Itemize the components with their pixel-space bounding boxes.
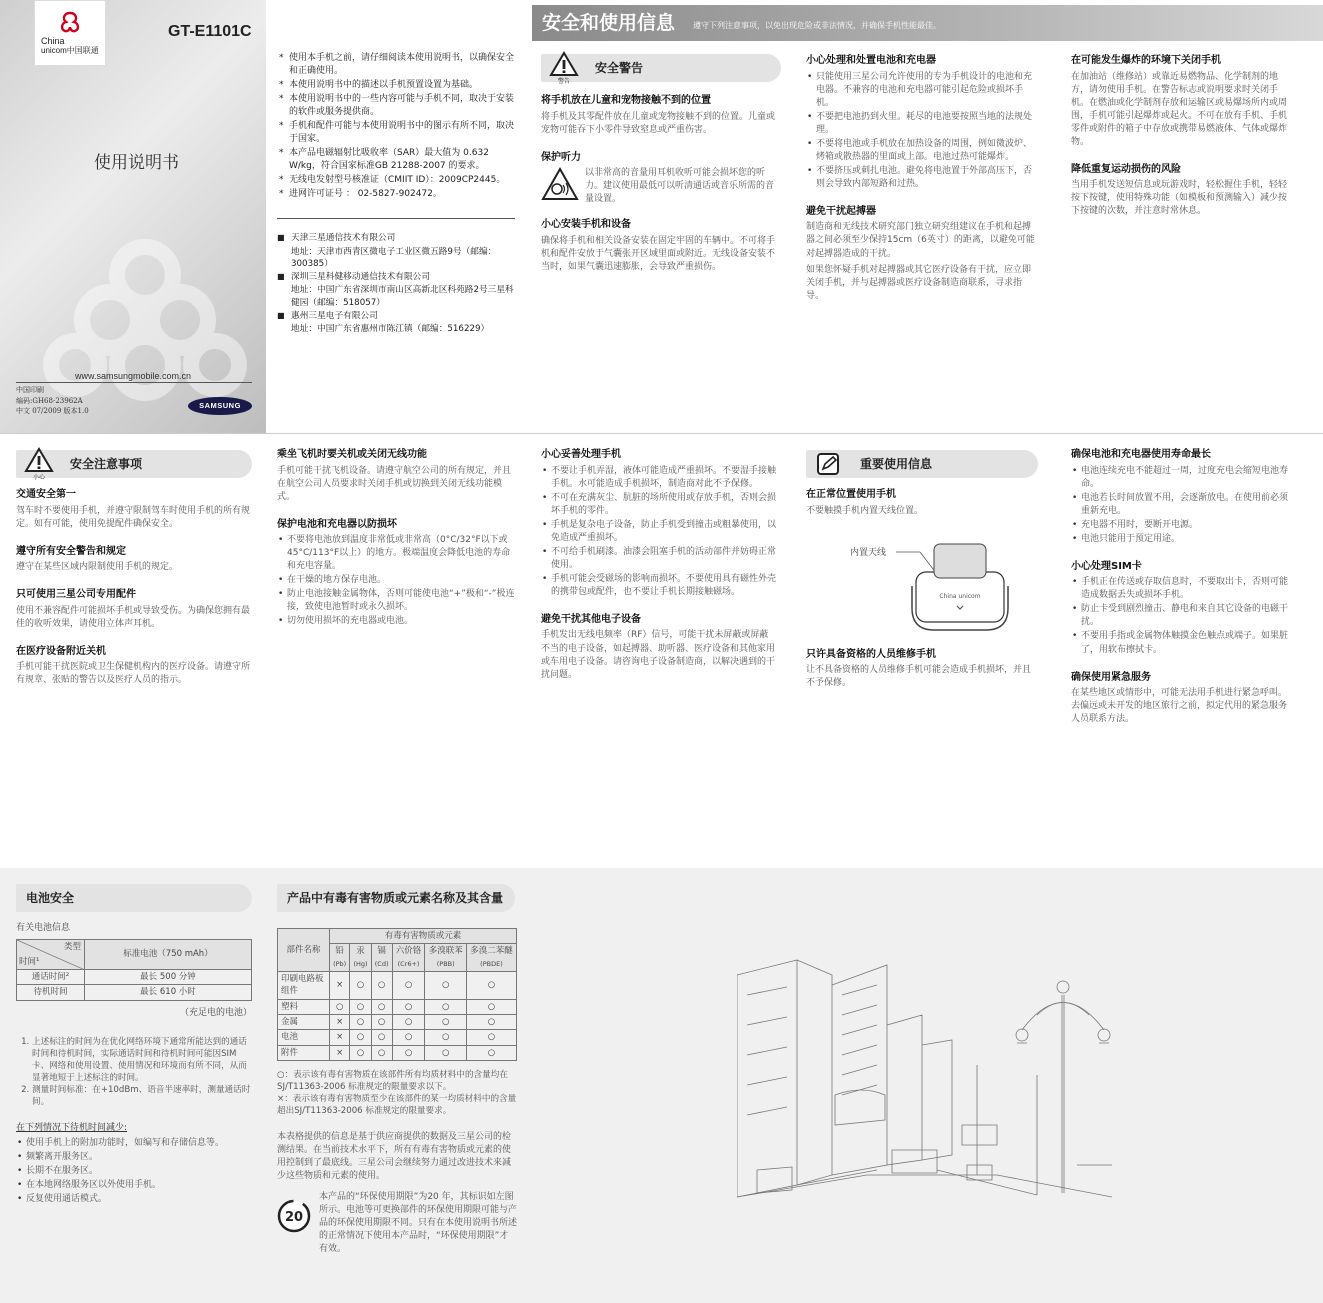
section-body: 使用不兼容配件可能损坏手机或导致受伤。为确保您拥有最佳的收听效果，请使用立体声耳机。 bbox=[16, 605, 251, 629]
table-row bbox=[278, 971, 517, 999]
standby-reduce-title: 在下列情况下待机时间减少: bbox=[16, 1122, 128, 1133]
substance-mark: ○ bbox=[466, 1014, 516, 1029]
section-label: 安全警告 bbox=[595, 61, 644, 75]
substance-mark: ○ bbox=[466, 971, 516, 999]
row-label: 通话时间² bbox=[17, 970, 85, 985]
intro-list bbox=[277, 52, 517, 203]
divider bbox=[277, 218, 515, 219]
china-unicom-logo bbox=[34, 0, 106, 66]
company-name: ■ 天津三星通信技术有限公司 bbox=[277, 232, 517, 245]
table-row bbox=[278, 1014, 517, 1029]
divider bbox=[16, 382, 252, 383]
table-header-row bbox=[17, 940, 252, 970]
section-label: 产品中有毒有害物质或元素名称及其含量 bbox=[287, 891, 504, 905]
warning-column bbox=[541, 84, 781, 274]
substance-mark: ○ bbox=[466, 999, 516, 1014]
battery-life-column bbox=[1071, 438, 1293, 726]
section-body: 确保将手机和相关设备安装在固定牢固的车辆中。不可将手机和配件安放于气囊张开区域里面或附近。无线设备安装不当时，如果气囊迅速膨胀，会导致严重损伤。 bbox=[541, 235, 776, 272]
bullet-list bbox=[1071, 576, 1293, 656]
section-heading: 小心安装手机和设备 bbox=[541, 219, 631, 231]
list-item: • 不要把电池扔到火里。耗尽的电池要按照当地的法规处理。 bbox=[806, 111, 1038, 137]
row-value: 最长 500 分钟 bbox=[85, 970, 252, 985]
row-label: 待机时间 bbox=[17, 985, 85, 1000]
substance-header: 汞 (Hg) bbox=[350, 944, 371, 972]
eco-period-block bbox=[277, 1191, 517, 1256]
column-header: 部件名称 bbox=[278, 929, 330, 972]
section-body: 制造商和无线技术研究部门独立研究组建议在手机和起搏器之间必须至少保持15cm（6英寸）的距离，以避免可能对起搏器造成的干扰。 bbox=[806, 222, 1035, 259]
precautions-column bbox=[16, 478, 252, 687]
battery-column bbox=[16, 922, 252, 1207]
list-item: • 防止电池接触金属物体，否则可能使电池“+”极和“-”极连接，致使电池暂时或永久损坏。 bbox=[277, 588, 515, 614]
company-list bbox=[277, 232, 517, 336]
legend-o: ○：表示该有毒有害物质在该部件所有均质材料中的含量均在 SJ/T11363-2006 标准规定的限量要求以下。 bbox=[277, 1069, 508, 1092]
section-body: 将手机及其零配件放在儿童或宠物接触不到的位置。儿童或宠物可能吞下小零件导致窒息或严重伤害。 bbox=[541, 111, 776, 135]
intro-item: * 本使用说明书中的描述以手机预置设置为基础。 bbox=[277, 79, 517, 92]
table-row bbox=[278, 999, 517, 1014]
battery-table bbox=[16, 939, 252, 1001]
section-heading: 在正常位置使用手机 bbox=[806, 489, 896, 500]
bullet-list bbox=[806, 71, 1038, 191]
intro-item: * 手机和配件可能与本使用说明书中的图示有所不同，取决于国家。 bbox=[277, 120, 517, 146]
safety-warning-box bbox=[541, 54, 781, 85]
hazard-body: 本表格提供的信息是基于供应商提供的数据及三星公司的检测结果。在当前技术水平下，所有有毒有害物质或元素的使用控制到了最底线。三星公司会继续努力通过改进技术来减少这些物质和元素的使用。 bbox=[277, 1131, 512, 1182]
hazard-legend bbox=[277, 1069, 517, 1117]
type-label: 类型 bbox=[63, 942, 81, 953]
section-heading: 只可使用三星公司专用配件 bbox=[16, 589, 136, 601]
diagonal-header-cell bbox=[17, 940, 85, 970]
section-body: 驾车时不要使用手机，并遵守限制驾车时使用手机的所有规定。如有可能，使用免提配件确保安全。 bbox=[16, 505, 251, 529]
section-body: 以非常高的音量用耳机收听可能会损坏您的听力。建议使用最低可以听清通话或音乐所需的音量设置。 bbox=[585, 168, 775, 205]
list-item: • 不要将电池或手机放在加热设备的周围，例如微波炉、烤箱或散热器的里面或上部。电池过热可能爆炸。 bbox=[806, 138, 1038, 164]
hazard-box bbox=[277, 884, 515, 912]
substance-mark: ○ bbox=[392, 1030, 425, 1045]
eco-badge-number: 20 bbox=[284, 1210, 304, 1226]
intro-item: * 无线电发射型号核准证（CMIIT ID）：2009CP2445。 bbox=[277, 174, 517, 187]
list-item: • 切勿使用损坏的充电器或电池。 bbox=[277, 615, 515, 628]
intro-item: * 使用本手机之前，请仔细阅读本使用说明书，以确保安全和正确使用。 bbox=[277, 52, 517, 78]
section-heading: 小心处理SIM卡 bbox=[1071, 560, 1142, 572]
list-item: • 充电器不用时，要断开电源。 bbox=[1071, 519, 1293, 532]
battery-safety-box bbox=[16, 884, 252, 912]
section-body: 当用手机发送短信息或玩游戏时，轻松握住手机，轻轻按下按键，使用特殊功能（如模板和预测输入）减少按下按键的次数，并注意时常休息。 bbox=[1071, 180, 1288, 217]
substance-mark: ○ bbox=[371, 1045, 392, 1060]
substance-mark: ○ bbox=[425, 999, 466, 1014]
unicom-knot-icon bbox=[56, 11, 84, 35]
substance-mark: ○ bbox=[350, 999, 371, 1014]
substance-mark: ○ bbox=[371, 1014, 392, 1029]
column-header: 标准电池（750 mAh） bbox=[85, 940, 252, 970]
battery-info-label: 有关电池信息 bbox=[16, 923, 71, 933]
footnote-list bbox=[32, 1036, 252, 1108]
explosion-column bbox=[1071, 44, 1293, 218]
row-value: 最长 610 小时 bbox=[85, 985, 252, 1000]
company-address: 地址：中国广东省深圳市南山区高新北区科苑路2号三星科健园（邮编：518057） bbox=[291, 285, 514, 309]
substance-mark: ○ bbox=[371, 971, 392, 999]
footnote: 1. 上述标注的时间为在优化网络环境下通常所能达到的通话时间和待机时间，实际通话时间和待机时间可能因SIM卡、网络和使用设置、使用情况和环境而有所不同，从而显著地短于上述标注的时间。 bbox=[32, 1036, 252, 1084]
list-item: • 不可在充满灰尘、肮脏的场所使用或存放手机，否则会损坏手机的零件。 bbox=[541, 492, 776, 518]
company-address: 地址：中国广东省惠州市陈江镇（邮编：516229） bbox=[291, 324, 490, 335]
substance-mark: ○ bbox=[392, 1014, 425, 1029]
section-heading: 确保使用紧急服务 bbox=[1071, 671, 1151, 683]
substance-mark: ○ bbox=[350, 1045, 371, 1060]
aircraft-column bbox=[277, 438, 515, 629]
print-info bbox=[16, 385, 89, 417]
list-item: • 不要将电池放到温度非常低或非常高（0°C/32°F以下或45°C/113°F以上）的地方。极端温度会降低电池的寿命和充电容量。 bbox=[277, 534, 515, 573]
section-heading: 保护听力 bbox=[541, 151, 581, 163]
company-address: 地址：天津市西青区微电子工业区微五路9号（邮编：300385） bbox=[291, 246, 497, 270]
hazard-column bbox=[277, 928, 517, 1256]
hazard-table bbox=[277, 928, 517, 1061]
print-origin: 中国印刷 bbox=[16, 386, 44, 394]
section-body: 手机可能干扰医院或卫生保健机构内的医疗设备。请遵守所有规章、张贴的警告以及医疗人员的指示。 bbox=[16, 662, 251, 686]
list-item: • 手机可能会受磁场的影响而损坏。不要使用具有磁性外壳的携带包或配件，也不要让手机长期接触磁场。 bbox=[541, 573, 776, 599]
logo-text-line1: China bbox=[41, 36, 65, 46]
part-name: 印刷电路板组件 bbox=[278, 971, 330, 999]
table-row bbox=[278, 1030, 517, 1045]
substance-header: 铅 (Pb) bbox=[330, 944, 350, 972]
cover-panel bbox=[0, 0, 266, 433]
bullet-list bbox=[1071, 465, 1293, 546]
bullet-list bbox=[541, 465, 776, 599]
bullet-list bbox=[277, 534, 515, 628]
section-heading: 在医疗设备附近关机 bbox=[16, 645, 106, 657]
print-version: 中文 07/2009 版本1.0 bbox=[16, 407, 89, 415]
eco-text: 本产品的“环保使用期限”为20 年，其标识如左图所示。电池等可更换部件的环保使用期限可能与产品的环保使用期限不同。只有在本使用说明书所述的正常情况下使用本产品时，“环保使用期限”才有效。 bbox=[319, 1192, 518, 1255]
phone-logo-text: China unicom bbox=[939, 592, 981, 600]
legend-x: ×：表示该有毒有害物质至少在该部件的某一均质材料中的含量超出SJ/T11363-2006 标准规定的限量要求。 bbox=[277, 1093, 517, 1116]
handling-column bbox=[541, 438, 776, 682]
list-item: • 手机是复杂电子设备，防止手机受到撞击或粗暴使用，以免造成严重损坏。 bbox=[541, 519, 776, 545]
usage-column bbox=[806, 478, 1038, 690]
company-name: ■ 深圳三星科健移动通信技术有限公司 bbox=[277, 271, 517, 284]
section-heading: 避免干扰起搏器 bbox=[806, 205, 876, 217]
battery-handling-column bbox=[806, 44, 1038, 303]
substance-mark: ○ bbox=[350, 971, 371, 999]
city-street-illustration bbox=[737, 935, 1112, 1210]
list-item: • 不要让手机弄湿，液体可能造成严重损坏。不要湿手接触手机。水可能造成手机损坏，制造商对此不予保修。 bbox=[541, 465, 776, 491]
substance-mark: ○ bbox=[350, 1014, 371, 1029]
substance-header: 镉 (Cd) bbox=[371, 944, 392, 972]
substance-mark: ○ bbox=[425, 1030, 466, 1045]
section-heading: 小心妥善处理手机 bbox=[541, 449, 621, 460]
hearing-warning-icon bbox=[541, 167, 579, 201]
logo-text-line2: unicom中国联通 bbox=[41, 46, 99, 55]
substance-mark: ○ bbox=[371, 999, 392, 1014]
substance-mark: ○ bbox=[350, 1030, 371, 1045]
substance-mark: ○ bbox=[392, 1045, 425, 1060]
fold-line bbox=[0, 433, 1323, 434]
page-subtitle: 遵守下列注意事项，以免出现危险或非法情况，并确保手机性能最佳。 bbox=[693, 21, 941, 30]
list-item: • 使用手机上的附加功能时，如编写和存储信息等。 bbox=[16, 1137, 252, 1150]
list-item: • 不可给手机刷漆。油漆会阻塞手机的活动部件并妨碍正常使用。 bbox=[541, 546, 776, 572]
substance-mark: ○ bbox=[425, 971, 466, 999]
table-row bbox=[278, 1045, 517, 1060]
section-heading: 只许具备资格的人员维修手机 bbox=[806, 648, 936, 660]
substance-header: 六价铬 (Cr6+) bbox=[392, 944, 425, 972]
section-heading: 小心处理和处置电池和充电器 bbox=[806, 55, 936, 66]
note-pencil-icon bbox=[816, 452, 842, 476]
section-heading: 乘坐飞机时要关机或关闭无线功能 bbox=[277, 449, 427, 460]
eco-period-icon bbox=[277, 1199, 311, 1233]
part-name: 金属 bbox=[278, 1014, 330, 1029]
substance-mark: ○ bbox=[425, 1045, 466, 1060]
column-header: 有毒有害物质或元素 bbox=[330, 929, 517, 944]
warning-triangle-icon bbox=[549, 51, 579, 85]
list-item: • 电池只能用于预定用途。 bbox=[1071, 533, 1293, 546]
substance-mark: ○ bbox=[425, 1014, 466, 1029]
section-heading: 在可能发生爆炸的环境下关闭手机 bbox=[1071, 55, 1221, 66]
list-item: • 在干燥的地方保存电池。 bbox=[277, 574, 515, 587]
list-item: • 只能使用三星公司允许使用的专为手机设计的电池和充电器。不兼容的电池和充电器可能引起危险或损坏手机。 bbox=[806, 71, 1038, 110]
section-body: 在某些地区或情形中，可能无法用手机进行紧急呼叫。去偏远或未开发的地区旅行之前，拟定代用的紧急服务人员联系方法。 bbox=[1071, 688, 1288, 725]
substance-header: 多溴二苯醚 (PBDE) bbox=[466, 944, 516, 972]
list-item: • 不要用手指或金属物体触摸金色触点或端子。如果脏了，用软布擦拭卡。 bbox=[1071, 630, 1293, 656]
phone-antenna-illustration bbox=[890, 536, 1020, 634]
part-name: 附件 bbox=[278, 1045, 330, 1060]
section-body: 在加油站（维修站）或靠近易燃物品、化学制剂的地方，请勿使用手机。在警告标志或说明要求时关闭手机。在燃油或化学制剂存放和运输区或易爆场所内或周围，手机可能引起爆炸或起火。不可在放有手机、手机零件或附件的箱子中存放或携带易燃液体、气体或爆炸物。 bbox=[1071, 71, 1288, 147]
hazard-rows bbox=[278, 971, 517, 1060]
time-label: 时间¹ bbox=[19, 956, 40, 967]
section-label: 安全注意事项 bbox=[70, 457, 143, 471]
section-heading: 确保电池和充电器使用寿命最长 bbox=[1071, 449, 1211, 460]
model-number: GT-E1101C bbox=[168, 23, 252, 40]
section-body: 遵守在某些区域内限制使用手机的规定。 bbox=[16, 562, 179, 573]
section-body: 让不具备资格的人员维修手机可能会造成手机损坏，并且不予保修。 bbox=[806, 665, 1032, 689]
print-code: 编码:GH68-23962A bbox=[16, 396, 83, 405]
list-item: • 手机正在传送或存取信息时，不要取出卡，否则可能造成数据丢失或损坏手机。 bbox=[1071, 576, 1293, 602]
section-heading: 将手机放在儿童和宠物接触不到的位置 bbox=[541, 95, 711, 106]
caution-triangle-icon bbox=[24, 447, 54, 481]
intro-item: * 进网许可证号 ： 02-5827-902472。 bbox=[277, 188, 517, 201]
list-item: • 防止卡受到剧烈撞击、静电和来自其它设备的电磁干扰。 bbox=[1071, 603, 1293, 629]
list-item: • 电池连续充电不能超过一周，过度充电会缩短电池寿命。 bbox=[1071, 465, 1293, 491]
website-url: www.samsungmobile.com.cn bbox=[75, 371, 192, 381]
section-label: 重要使用信息 bbox=[860, 457, 933, 471]
section-heading: 降低重复运动损伤的风险 bbox=[1071, 163, 1181, 175]
company-name: ■ 惠州三星电子有限公司 bbox=[277, 310, 517, 323]
list-item: • 频繁离开服务区。 bbox=[16, 1151, 252, 1164]
substance-mark: ○ bbox=[371, 1030, 392, 1045]
list-item: • 在本地网络服务区以外使用手机。 bbox=[16, 1179, 252, 1192]
substance-mark: × bbox=[330, 1014, 350, 1029]
table-note: （充足电的电池） bbox=[179, 1007, 252, 1018]
warning-caption: 警告 bbox=[557, 78, 571, 85]
substance-mark: ○ bbox=[392, 999, 425, 1014]
table-header-row bbox=[278, 929, 517, 944]
manual-title: 使用说明书 bbox=[94, 153, 179, 173]
section-label: 电池安全 bbox=[26, 891, 75, 905]
substance-mark: × bbox=[330, 1045, 350, 1060]
footnote: 2. 测量时间标准：在+10dBm、语音半速率时，测量通话时间。 bbox=[32, 1084, 252, 1108]
list-item: • 不要挤压或刺扎电池。避免将电池置于外部高压下，否则会导致内部短路和过热。 bbox=[806, 165, 1038, 191]
samsung-logo: SAMSUNG bbox=[188, 397, 252, 415]
part-name: 电池 bbox=[278, 1030, 330, 1045]
section-body: 手机可能干扰飞机设备。请遵守航空公司的所有规定，并且在航空公司人员要求时关闭手机或切换到关闭无线功能模式。 bbox=[277, 465, 512, 502]
section-body: 如果您怀疑手机对起搏器或其它医疗设备有干扰，应立即关闭手机，并与起搏器或医疗设备制造商联系，寻求指导。 bbox=[806, 264, 1032, 301]
section-heading: 交通安全第一 bbox=[16, 489, 76, 500]
hearing-block bbox=[541, 167, 781, 206]
substance-mark: ○ bbox=[330, 999, 350, 1014]
table-row bbox=[17, 985, 252, 1000]
section-heading: 避免干扰其他电子设备 bbox=[541, 613, 641, 625]
antenna-label: 内置天线 bbox=[850, 547, 887, 558]
part-name: 塑料 bbox=[278, 999, 330, 1014]
list-item: • 反复使用通话模式。 bbox=[16, 1193, 252, 1206]
intro-item: * 本使用说明书中的一些内容可能与手机不同，取决于安装的软件或服务提供商。 bbox=[277, 93, 517, 119]
precautions-box bbox=[16, 450, 252, 481]
antenna-diagram bbox=[806, 526, 1038, 634]
section-body: 不要触摸手机内置天线位置。 bbox=[806, 505, 924, 516]
substance-header: 多溴联苯 (PBB) bbox=[425, 944, 466, 972]
caution-caption: 小心 bbox=[32, 474, 46, 481]
usage-box bbox=[806, 450, 1038, 478]
substance-mark: × bbox=[330, 971, 350, 999]
page-title: 安全和使用信息 bbox=[542, 12, 676, 34]
table-row bbox=[17, 970, 252, 985]
substance-mark: ○ bbox=[466, 1030, 516, 1045]
substance-mark: ○ bbox=[392, 971, 425, 999]
header-band bbox=[532, 5, 1323, 41]
list-item: • 长期不在服务区。 bbox=[16, 1165, 252, 1178]
bullet-list bbox=[16, 1137, 252, 1206]
section-heading: 遵守所有安全警告和规定 bbox=[16, 545, 126, 557]
substance-mark: × bbox=[330, 1030, 350, 1045]
intro-item: * 本产品电磁辐射比吸收率（SAR）最大值为 0.632 W/kg，符合国家标准GB 21288-2007 的要求。 bbox=[277, 147, 517, 173]
section-heading: 保护电池和充电器以防损坏 bbox=[277, 518, 397, 530]
substance-mark: ○ bbox=[466, 1045, 516, 1060]
list-item: • 电池若长时间放置不用，会逐渐放电。在使用前必须重新充电。 bbox=[1071, 492, 1293, 518]
section-body: 手机发出无线电频率（RF）信号，可能干扰未屏蔽或屏蔽不当的电子设备，如起搏器、助听器、医疗设备和其他家用或车用电子设备。请咨询电子设备制造商，以解决遇到的干扰问题。 bbox=[541, 630, 776, 680]
